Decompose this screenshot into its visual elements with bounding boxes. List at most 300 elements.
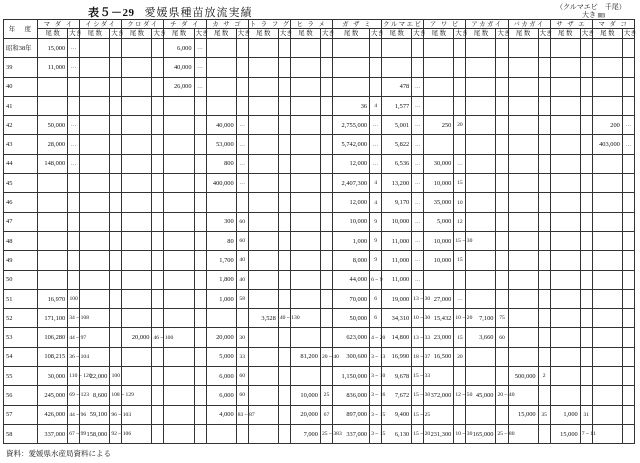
- species-header: アカガイ: [466, 20, 508, 29]
- count-cell: [38, 193, 68, 212]
- count-cell: [332, 58, 369, 77]
- table-row: [4, 231, 635, 250]
- year-cell: 46: [4, 193, 38, 212]
- size-cell: 60: [236, 386, 248, 405]
- count-cell: [466, 96, 496, 115]
- size-cell: 12: [454, 212, 466, 231]
- count-cell: 70,000: [332, 289, 369, 308]
- count-cell: [206, 77, 236, 96]
- count-cell: 28,000: [38, 135, 68, 154]
- count-cell: [248, 367, 278, 386]
- count-cell: 148,000: [38, 154, 68, 173]
- count-cell: [290, 289, 320, 308]
- size-cell: …: [236, 135, 248, 154]
- count-cell: [508, 347, 538, 366]
- count-cell: [290, 39, 320, 58]
- count-cell: 11,000: [38, 58, 68, 77]
- size-cell: [538, 96, 550, 115]
- count-cell: 10,000: [424, 251, 454, 270]
- year-cell: 45: [4, 174, 38, 193]
- size-cell: [538, 212, 550, 231]
- size-cell: [496, 77, 508, 96]
- size-cell: 100: [68, 289, 80, 308]
- size-cell: [622, 347, 634, 366]
- size-cell: 60: [236, 212, 248, 231]
- size-header: 大き: [237, 30, 251, 37]
- count-cell: [80, 77, 110, 96]
- size-cell: [320, 193, 332, 212]
- size-cell: 67: [320, 405, 332, 424]
- size-cell: [622, 328, 634, 347]
- count-cell: [290, 251, 320, 270]
- size-cell: 3 ~ 13: [370, 347, 382, 366]
- size-cell: [622, 154, 634, 173]
- count-cell: 300: [206, 212, 236, 231]
- size-cell: [278, 212, 290, 231]
- count-cell: [122, 96, 152, 115]
- size-cell: [68, 270, 80, 289]
- count-cell: 7,000: [290, 424, 320, 443]
- size-header: 大き: [69, 30, 82, 37]
- count-cell: 26,000: [164, 77, 194, 96]
- count-cell: 3,660: [466, 328, 496, 347]
- year-cell: 50: [4, 270, 38, 289]
- count-cell: 10,000: [332, 212, 369, 231]
- count-cell: 6,130: [382, 424, 412, 443]
- count-cell: 171,100: [38, 309, 68, 328]
- size-cell: [68, 231, 80, 250]
- size-cell: [580, 309, 592, 328]
- count-cell: [550, 135, 580, 154]
- count-cell: [122, 309, 152, 328]
- size-cell: [538, 309, 550, 328]
- size-cell: 40: [236, 251, 248, 270]
- count-cell: 16,500: [424, 347, 454, 366]
- count-cell: [206, 193, 236, 212]
- count-cell: 6,000: [206, 386, 236, 405]
- size-cell: [580, 77, 592, 96]
- count-cell: [164, 96, 194, 115]
- count-cell: [38, 231, 68, 250]
- count-cell: 623,000: [332, 328, 369, 347]
- count-cell: 6,536: [382, 154, 412, 173]
- size-cell: [370, 77, 382, 96]
- count-cell: 35,000: [424, 193, 454, 212]
- size-cell: 6: [370, 309, 382, 328]
- size-cell: [110, 251, 122, 270]
- size-cell: …: [412, 135, 424, 154]
- size-cell: [496, 116, 508, 135]
- count-header: 尾 数: [206, 29, 236, 39]
- count-cell: 897,000: [332, 405, 369, 424]
- year-cell: 49: [4, 251, 38, 270]
- size-cell: [412, 39, 424, 58]
- size-cell: 31: [580, 405, 592, 424]
- count-cell: 108,215: [38, 347, 68, 366]
- count-cell: 53,000: [206, 135, 236, 154]
- count-cell: [508, 77, 538, 96]
- size-cell: 25 ~ 80: [496, 424, 508, 443]
- size-cell: [110, 58, 122, 77]
- size-cell: [454, 135, 466, 154]
- size-cell: 44 ~ 97: [68, 328, 80, 347]
- size-cell: [152, 289, 164, 308]
- table-row: [4, 193, 635, 212]
- count-cell: 13,200: [382, 174, 412, 193]
- count-cell: [206, 39, 236, 58]
- size-cell: [152, 212, 164, 231]
- year-cell: 44: [4, 154, 38, 173]
- count-cell: [550, 58, 580, 77]
- count-cell: 1,150,000: [332, 367, 369, 386]
- size-cell: 15: [454, 251, 466, 270]
- count-cell: [550, 116, 580, 135]
- count-cell: 45,000: [466, 386, 496, 405]
- count-cell: [592, 386, 622, 405]
- count-cell: 15,432: [424, 309, 454, 328]
- count-cell: [592, 347, 622, 366]
- size-cell: [110, 193, 122, 212]
- size-cell: 69 ~ 123: [68, 386, 80, 405]
- size-cell: 10: [454, 193, 466, 212]
- count-cell: 11,000: [382, 270, 412, 289]
- year-cell: 57: [4, 405, 38, 424]
- size-cell: …: [412, 212, 424, 231]
- count-cell: [550, 347, 580, 366]
- size-cell: [370, 39, 382, 58]
- table-title: [88, 4, 253, 20]
- table-row: [4, 328, 635, 347]
- size-header: 大き: [321, 30, 335, 37]
- count-cell: [592, 328, 622, 347]
- size-cell: …: [194, 77, 206, 96]
- table-row: [4, 289, 635, 308]
- count-cell: 59,100: [80, 405, 110, 424]
- count-cell: [290, 193, 320, 212]
- count-header: 尾 数: [508, 29, 538, 39]
- size-cell: [622, 386, 634, 405]
- size-cell: [110, 212, 122, 231]
- count-cell: [80, 212, 110, 231]
- count-cell: [508, 251, 538, 270]
- table-row: [4, 347, 635, 366]
- size-cell: …: [68, 154, 80, 173]
- count-cell: [206, 58, 236, 77]
- count-cell: [550, 367, 580, 386]
- size-cell: [152, 309, 164, 328]
- count-cell: 6,000: [164, 39, 194, 58]
- size-cell: [236, 77, 248, 96]
- size-cell: [278, 367, 290, 386]
- count-cell: [164, 116, 194, 135]
- table-row: [4, 116, 635, 135]
- year-cell: 昭和38年: [4, 39, 38, 58]
- count-cell: [248, 251, 278, 270]
- size-cell: [538, 154, 550, 173]
- size-cell: …: [236, 116, 248, 135]
- size-cell: [622, 424, 634, 443]
- count-cell: [164, 424, 194, 443]
- size-cell: 10 ~ 30: [412, 309, 424, 328]
- count-cell: 5,000: [424, 212, 454, 231]
- count-cell: [508, 58, 538, 77]
- size-cell: 40: [236, 270, 248, 289]
- table-number: 表５－29: [88, 7, 135, 19]
- count-cell: [332, 77, 369, 96]
- species-header: クロダイ: [122, 20, 164, 29]
- size-cell: 15 ~ 20: [412, 424, 424, 443]
- count-cell: [122, 212, 152, 231]
- year-cell: 47: [4, 212, 38, 231]
- count-cell: 478: [382, 77, 412, 96]
- count-cell: [164, 405, 194, 424]
- size-cell: [580, 193, 592, 212]
- count-cell: [290, 58, 320, 77]
- year-cell: 52: [4, 309, 38, 328]
- count-cell: [248, 347, 278, 366]
- size-cell: 4: [370, 174, 382, 193]
- count-cell: 20,000: [290, 405, 320, 424]
- size-cell: [194, 289, 206, 308]
- count-cell: 1,000: [206, 289, 236, 308]
- size-cell: [152, 347, 164, 366]
- count-cell: [550, 154, 580, 173]
- size-cell: [110, 154, 122, 173]
- size-cell: 15 ~ 25: [412, 405, 424, 424]
- size-cell: [454, 367, 466, 386]
- size-cell: …: [194, 39, 206, 58]
- count-cell: 106,280: [38, 328, 68, 347]
- table-row: [4, 135, 635, 154]
- size-cell: [496, 135, 508, 154]
- size-cell: 6: [370, 289, 382, 308]
- count-cell: [290, 174, 320, 193]
- count-cell: [592, 193, 622, 212]
- size-cell: [320, 270, 332, 289]
- size-cell: [320, 328, 332, 347]
- count-cell: 245,000: [38, 386, 68, 405]
- size-cell: [320, 367, 332, 386]
- count-cell: [122, 367, 152, 386]
- size-cell: 100: [110, 367, 122, 386]
- count-cell: 1,700: [206, 251, 236, 270]
- count-cell: [290, 154, 320, 173]
- size-cell: [320, 96, 332, 115]
- size-cell: [496, 174, 508, 193]
- count-cell: [550, 96, 580, 115]
- size-cell: [194, 328, 206, 347]
- size-cell: [580, 328, 592, 347]
- count-cell: [290, 212, 320, 231]
- count-cell: 6,000: [206, 367, 236, 386]
- count-cell: [592, 270, 622, 289]
- size-cell: …: [68, 116, 80, 135]
- size-cell: …: [412, 77, 424, 96]
- size-cell: [538, 251, 550, 270]
- count-cell: 5,000: [206, 347, 236, 366]
- species-header-row: [4, 20, 635, 29]
- count-cell: [38, 270, 68, 289]
- size-cell: [496, 58, 508, 77]
- count-cell: [80, 174, 110, 193]
- count-cell: [80, 231, 110, 250]
- size-cell: [580, 231, 592, 250]
- count-cell: [550, 212, 580, 231]
- size-header: 大き: [153, 30, 167, 37]
- count-cell: [248, 116, 278, 135]
- count-cell: 34,310: [382, 309, 412, 328]
- size-cell: [194, 135, 206, 154]
- size-cell: [278, 424, 290, 443]
- size-cell: 60: [496, 328, 508, 347]
- count-cell: [592, 367, 622, 386]
- size-cell: [580, 212, 592, 231]
- count-cell: [248, 174, 278, 193]
- size-cell: 18 ~ 37: [412, 347, 424, 366]
- size-cell: [194, 367, 206, 386]
- size-cell: [278, 39, 290, 58]
- size-header: 大き: [455, 30, 469, 37]
- count-cell: 165,000: [466, 424, 496, 443]
- count-cell: [466, 367, 496, 386]
- unit-line-1: （クルマエビ 千尾）: [556, 3, 626, 11]
- size-cell: [622, 405, 634, 424]
- count-cell: [164, 289, 194, 308]
- size-cell: [320, 309, 332, 328]
- count-cell: [80, 193, 110, 212]
- count-cell: [508, 193, 538, 212]
- count-cell: [290, 270, 320, 289]
- size-cell: [110, 309, 122, 328]
- year-cell: 55: [4, 367, 38, 386]
- size-cell: [278, 289, 290, 308]
- size-cell: [580, 347, 592, 366]
- size-cell: [110, 289, 122, 308]
- size-header: 大き: [195, 30, 209, 37]
- count-cell: 9,400: [382, 405, 412, 424]
- count-cell: 10,000: [290, 386, 320, 405]
- size-cell: [320, 39, 332, 58]
- count-cell: [122, 193, 152, 212]
- count-cell: 15,000: [550, 424, 580, 443]
- count-cell: [122, 135, 152, 154]
- count-cell: [508, 328, 538, 347]
- size-cell: [194, 270, 206, 289]
- species-header: クルマエビ: [383, 20, 423, 28]
- size-cell: [236, 39, 248, 58]
- count-cell: 9,678: [382, 367, 412, 386]
- size-cell: [194, 405, 206, 424]
- size-cell: …: [412, 174, 424, 193]
- size-header: 大き: [497, 30, 511, 37]
- species-header: マ ダ イ: [38, 20, 80, 29]
- size-cell: [152, 96, 164, 115]
- count-cell: [466, 289, 496, 308]
- count-cell: 16,990: [382, 347, 412, 366]
- size-cell: [538, 58, 550, 77]
- stocking-table: [3, 19, 635, 444]
- count-cell: [80, 135, 110, 154]
- size-cell: [538, 424, 550, 443]
- count-cell: [164, 174, 194, 193]
- count-cell: [290, 328, 320, 347]
- size-cell: [278, 328, 290, 347]
- year-cell: 58: [4, 424, 38, 443]
- size-cell: [194, 174, 206, 193]
- count-cell: [466, 251, 496, 270]
- size-cell: [194, 424, 206, 443]
- size-cell: [580, 251, 592, 270]
- size-cell: [194, 193, 206, 212]
- species-header: ア ワ ビ: [424, 20, 466, 29]
- size-cell: [110, 174, 122, 193]
- count-cell: [248, 386, 278, 405]
- size-cell: [236, 96, 248, 115]
- source-note: 資料：愛媛県水産局資料による: [6, 449, 111, 458]
- size-cell: …: [412, 116, 424, 135]
- size-cell: [194, 231, 206, 250]
- size-cell: [110, 116, 122, 135]
- size-cell: [236, 193, 248, 212]
- count-cell: [550, 174, 580, 193]
- size-cell: 13 ~ 33: [412, 328, 424, 347]
- size-cell: [538, 193, 550, 212]
- count-cell: [424, 58, 454, 77]
- count-cell: [80, 251, 110, 270]
- size-header: 大き: [111, 30, 125, 37]
- size-cell: …: [454, 289, 466, 308]
- count-header: 尾 数: [248, 29, 278, 39]
- count-header: 尾 数: [80, 29, 110, 39]
- table-row: [4, 424, 635, 443]
- count-cell: 50,000: [332, 309, 369, 328]
- count-cell: [248, 289, 278, 308]
- year-cell: 40: [4, 77, 38, 96]
- size-cell: [454, 58, 466, 77]
- count-cell: [248, 77, 278, 96]
- count-cell: [508, 231, 538, 250]
- size-cell: …: [236, 154, 248, 173]
- size-cell: [496, 212, 508, 231]
- count-cell: [550, 39, 580, 58]
- size-cell: [622, 270, 634, 289]
- size-cell: …: [68, 135, 80, 154]
- size-cell: [412, 58, 424, 77]
- size-cell: 9: [370, 231, 382, 250]
- count-cell: 5,742,000: [332, 135, 369, 154]
- count-cell: [424, 96, 454, 115]
- unit-note: [556, 3, 626, 19]
- size-cell: 108 ~ 129: [110, 386, 122, 405]
- count-cell: 200: [592, 116, 622, 135]
- species-header: ヒ ラ メ: [290, 20, 332, 29]
- size-cell: [110, 231, 122, 250]
- size-cell: 9: [370, 212, 382, 231]
- species-header: チ ダ イ: [164, 20, 206, 29]
- size-cell: [194, 116, 206, 135]
- size-cell: 4: [370, 193, 382, 212]
- table-row: [4, 212, 635, 231]
- count-cell: [508, 212, 538, 231]
- size-cell: [152, 154, 164, 173]
- size-cell: [68, 174, 80, 193]
- count-cell: [164, 193, 194, 212]
- count-cell: 158,000: [80, 424, 110, 443]
- size-cell: 60: [236, 231, 248, 250]
- count-cell: 403,000: [592, 135, 622, 154]
- size-cell: [152, 424, 164, 443]
- size-cell: [622, 174, 634, 193]
